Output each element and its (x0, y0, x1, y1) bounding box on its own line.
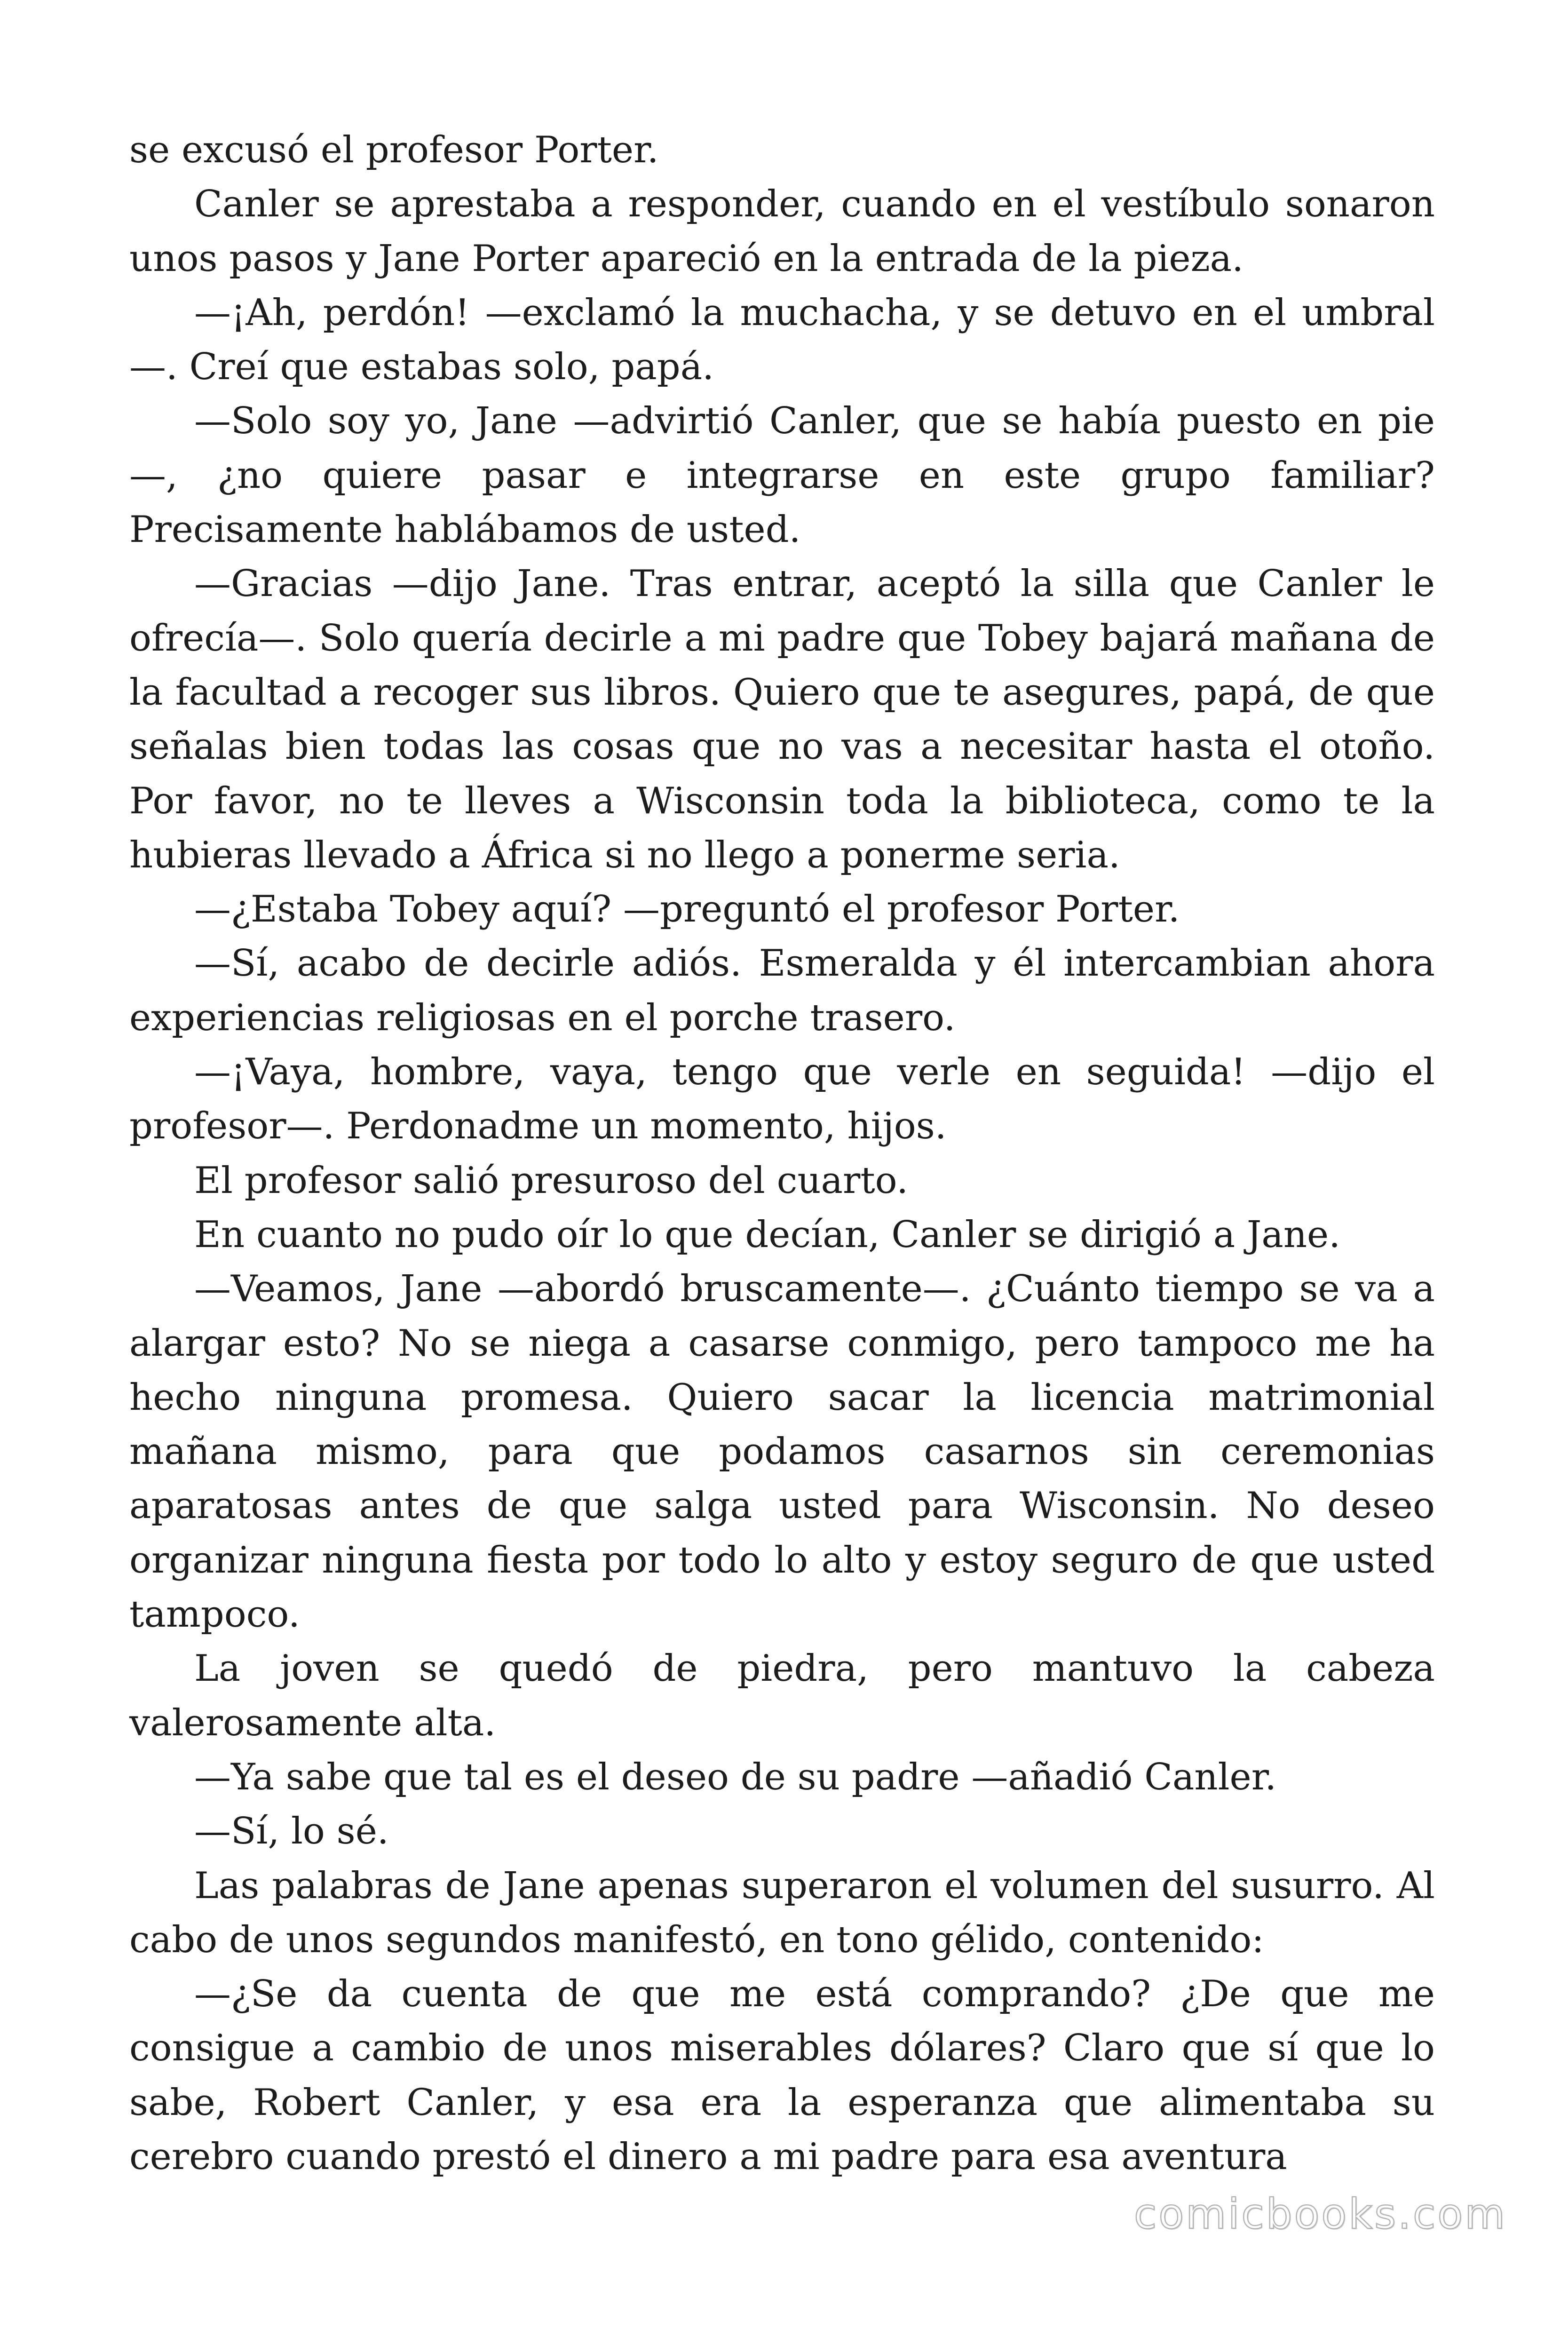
paragraph: —¿Se da cuenta de que me está comprando? ¿De que me consigue a cambio de unos miserables dólares? Claro que sí que lo sabe, Robert Canler, y esa era la esperanza que alimentaba su cerebro cuando prestó el dinero a mi padre para esa aventura (129, 1973, 1435, 2178)
paragraph: se excusó el profesor Porter. (129, 129, 659, 171)
paragraph: En cuanto no pudo oír lo que decían, Canler se dirigió a Jane. (194, 1213, 1341, 1256)
paragraph: —Ya sabe que tal es el deseo de su padre —añadió Canler. (194, 1756, 1277, 1798)
paragraph: El profesor salió presuroso del cuarto. (194, 1159, 909, 1202)
watermark: comicbooks.com (1133, 2190, 1507, 2238)
paragraph: —Solo soy yo, Jane —advirtió Canler, que se había puesto en pie—, ¿no quiere pasar e integrarse en este grupo familiar? Precisamente hablábamos de usted. (129, 400, 1435, 551)
paragraph: —¿Estaba Tobey aquí? —preguntó el profesor Porter. (194, 888, 1180, 931)
paragraph: Canler se aprestaba a responder, cuando en el vestíbulo sonaron unos pasos y Jane Porter apareció en la entrada de la pieza. (129, 183, 1435, 280)
paragraph: Las palabras de Jane apenas superaron el volumen del susurro. Al cabo de unos segundos manifestó, en tono gélido, contenido: (129, 1864, 1435, 1961)
paragraph: —Sí, lo sé. (194, 1810, 389, 1853)
paragraph: —Gracias —dijo Jane. Tras entrar, aceptó la silla que Canler le ofrecía—. Solo quería decirle a mi padre que Tobey bajará mañana de la facultad a recoger sus libros. Quiero que te asegures, papá, de que señalas bien todas las cosas que no vas a necesitar hasta el otoño. Por favor, no te lleves a Wisconsin toda la biblioteca, como te la hubieras llevado a África si no llego a ponerme seria. (129, 563, 1435, 876)
paragraph: La joven se quedó de piedra, pero mantuvo la cabeza valerosamente alta. (129, 1647, 1435, 1744)
page-body (129, 123, 1435, 2184)
paragraph: —¡Ah, perdón! —exclamó la muchacha, y se detuvo en el umbral—. Creí que estabas solo, papá. (129, 291, 1435, 389)
paragraph: —Veamos, Jane —abordó bruscamente—. ¿Cuánto tiempo se va a alargar esto? No se niega a casarse conmigo, pero tampoco me ha hecho ninguna promesa. Quiero sacar la licencia matrimonial mañana mismo, para que podamos casarnos sin ceremonias aparatosas antes de que salga usted para Wisconsin. No deseo organizar ninguna fiesta por todo lo alto y estoy seguro de que usted tampoco. (129, 1268, 1435, 1636)
paragraph: —¡Vaya, hombre, vaya, tengo que verle en seguida! —dijo el profesor—. Perdonadme un momento, hijos. (129, 1051, 1435, 1148)
paragraph: —Sí, acabo de decirle adiós. Esmeralda y él intercambian ahora experiencias religiosas en el porche trasero. (129, 942, 1435, 1039)
